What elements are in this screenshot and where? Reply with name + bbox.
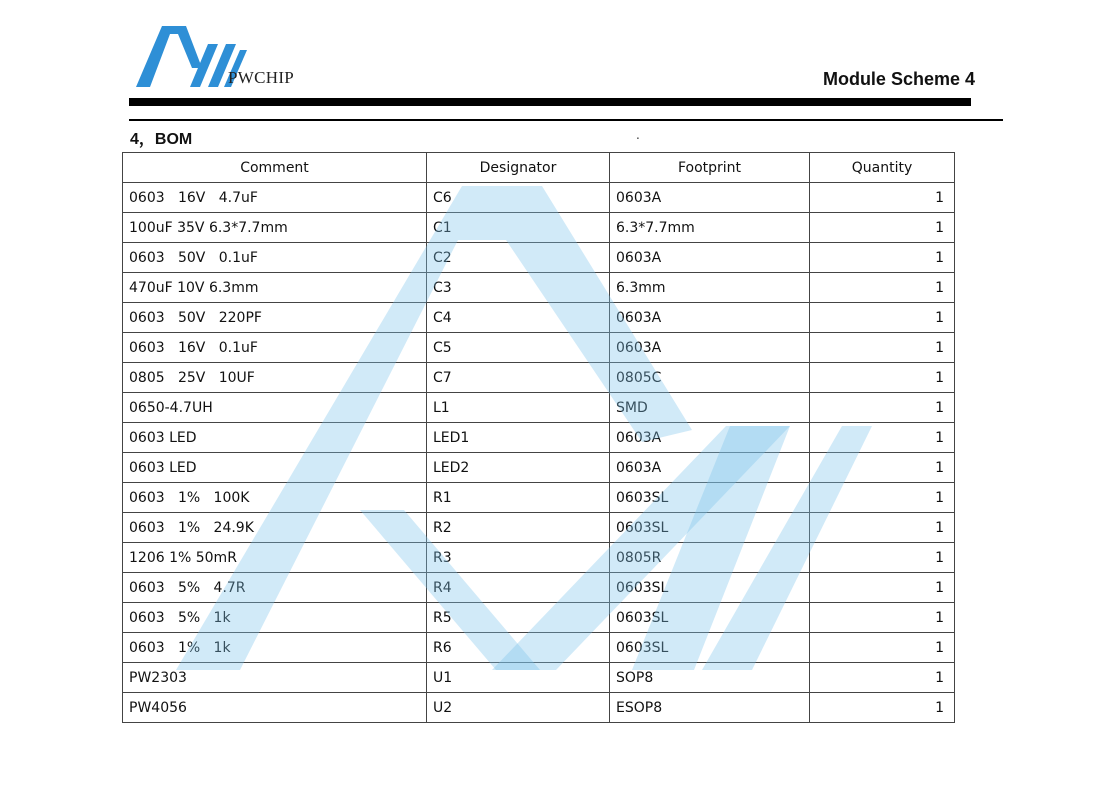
cell-designator: LED2 [427, 453, 610, 483]
table-row [123, 543, 955, 573]
cell-comment: PW2303 [123, 663, 427, 693]
table-row [123, 573, 955, 603]
cell-designator: R6 [427, 633, 610, 663]
table-header-row [123, 153, 955, 183]
cell-quantity: 1 [810, 483, 955, 513]
cell-footprint: SMD [610, 393, 810, 423]
cell-comment: 0603 1% 100K [123, 483, 427, 513]
cell-quantity: 1 [810, 243, 955, 273]
cell-footprint: SOP8 [610, 663, 810, 693]
cell-footprint: 0603A [610, 423, 810, 453]
column-header-comment: Comment [123, 153, 427, 183]
cell-quantity: 1 [810, 663, 955, 693]
cell-comment: PW4056 [123, 693, 427, 723]
cell-footprint: 0603SL [610, 573, 810, 603]
cell-footprint: 0603SL [610, 483, 810, 513]
cell-quantity: 1 [810, 573, 955, 603]
cell-comment: 0603 LED [123, 423, 427, 453]
cell-designator: C2 [427, 243, 610, 273]
cell-designator: C3 [427, 273, 610, 303]
cell-footprint: ESOP8 [610, 693, 810, 723]
table-row [123, 213, 955, 243]
cell-designator: C6 [427, 183, 610, 213]
document-title: Module Scheme 4 [822, 69, 975, 89]
cell-comment: 1206 1% 50mR [123, 543, 427, 573]
cell-designator: LED1 [427, 423, 610, 453]
cell-comment: 0603 5% 1k [123, 603, 427, 633]
table-row [123, 663, 955, 693]
table-row [123, 633, 955, 663]
cell-quantity: 1 [810, 183, 955, 213]
cell-designator: C4 [427, 303, 610, 333]
cell-designator: C7 [427, 363, 610, 393]
table-row [123, 483, 955, 513]
table-row [123, 273, 955, 303]
header-rule-thin [129, 119, 1003, 121]
cell-comment: 0603 5% 4.7R [123, 573, 427, 603]
cell-designator: R4 [427, 573, 610, 603]
table-row [123, 243, 955, 273]
cell-designator: C5 [427, 333, 610, 363]
cell-comment: 100uF 35V 6.3*7.7mm [123, 213, 427, 243]
cell-comment: 0603 LED [123, 453, 427, 483]
column-header-footprint: Footprint [610, 153, 810, 183]
cell-footprint: 0603SL [610, 513, 810, 543]
cell-footprint: 0603SL [610, 633, 810, 663]
table-row [123, 453, 955, 483]
section-heading: 4，BOM [130, 131, 193, 148]
cell-footprint: 0603A [610, 453, 810, 483]
cell-designator: R5 [427, 603, 610, 633]
table-row [123, 513, 955, 543]
cell-quantity: 1 [810, 453, 955, 483]
cell-quantity: 1 [810, 393, 955, 423]
cell-footprint: 6.3*7.7mm [610, 213, 810, 243]
cell-footprint: 0603SL [610, 603, 810, 633]
cell-designator: U1 [427, 663, 610, 693]
cell-comment: 0603 16V 0.1uF [123, 333, 427, 363]
table-row [123, 423, 955, 453]
cell-footprint: 0805R [610, 543, 810, 573]
cell-quantity: 1 [810, 513, 955, 543]
cell-designator: R2 [427, 513, 610, 543]
table-row [123, 183, 955, 213]
header-rule-thick [129, 98, 971, 106]
table-row [123, 333, 955, 363]
cell-quantity: 1 [810, 693, 955, 723]
cell-designator: C1 [427, 213, 610, 243]
cell-designator: R3 [427, 543, 610, 573]
cell-comment: 0805 25V 10UF [123, 363, 427, 393]
table-row [123, 363, 955, 393]
cell-designator: R1 [427, 483, 610, 513]
cell-footprint: 0603A [610, 303, 810, 333]
cell-footprint: 6.3mm [610, 273, 810, 303]
cell-comment: 0603 16V 4.7uF [123, 183, 427, 213]
cell-quantity: 1 [810, 213, 955, 243]
cell-quantity: 1 [810, 303, 955, 333]
cell-quantity: 1 [810, 333, 955, 363]
cell-footprint: 0603A [610, 183, 810, 213]
cell-comment: 0603 50V 0.1uF [123, 243, 427, 273]
cell-comment: 0650-4.7UH [123, 393, 427, 423]
cell-quantity: 1 [810, 363, 955, 393]
cell-footprint: 0805C [610, 363, 810, 393]
table-row [123, 693, 955, 723]
cell-footprint: 0603A [610, 333, 810, 363]
cell-designator: U2 [427, 693, 610, 723]
table-row [123, 393, 955, 423]
logo-wordmark: PWCHIP [228, 68, 295, 87]
table-row [123, 303, 955, 333]
cell-comment: 0603 1% 24.9K [123, 513, 427, 543]
cell-designator: L1 [427, 393, 610, 423]
cell-quantity: 1 [810, 543, 955, 573]
cell-comment: 0603 1% 1k [123, 633, 427, 663]
cell-comment: 470uF 10V 6.3mm [123, 273, 427, 303]
cell-quantity: 1 [810, 633, 955, 663]
column-header-designator: Designator [427, 153, 610, 183]
cell-quantity: 1 [810, 423, 955, 453]
stray-dot: . [636, 128, 640, 142]
bom-table [122, 152, 955, 723]
cell-quantity: 1 [810, 273, 955, 303]
cell-comment: 0603 50V 220PF [123, 303, 427, 333]
column-header-quantity: Quantity [810, 153, 955, 183]
table-row [123, 603, 955, 633]
cell-quantity: 1 [810, 603, 955, 633]
cell-footprint: 0603A [610, 243, 810, 273]
bom-table-body [123, 183, 955, 723]
